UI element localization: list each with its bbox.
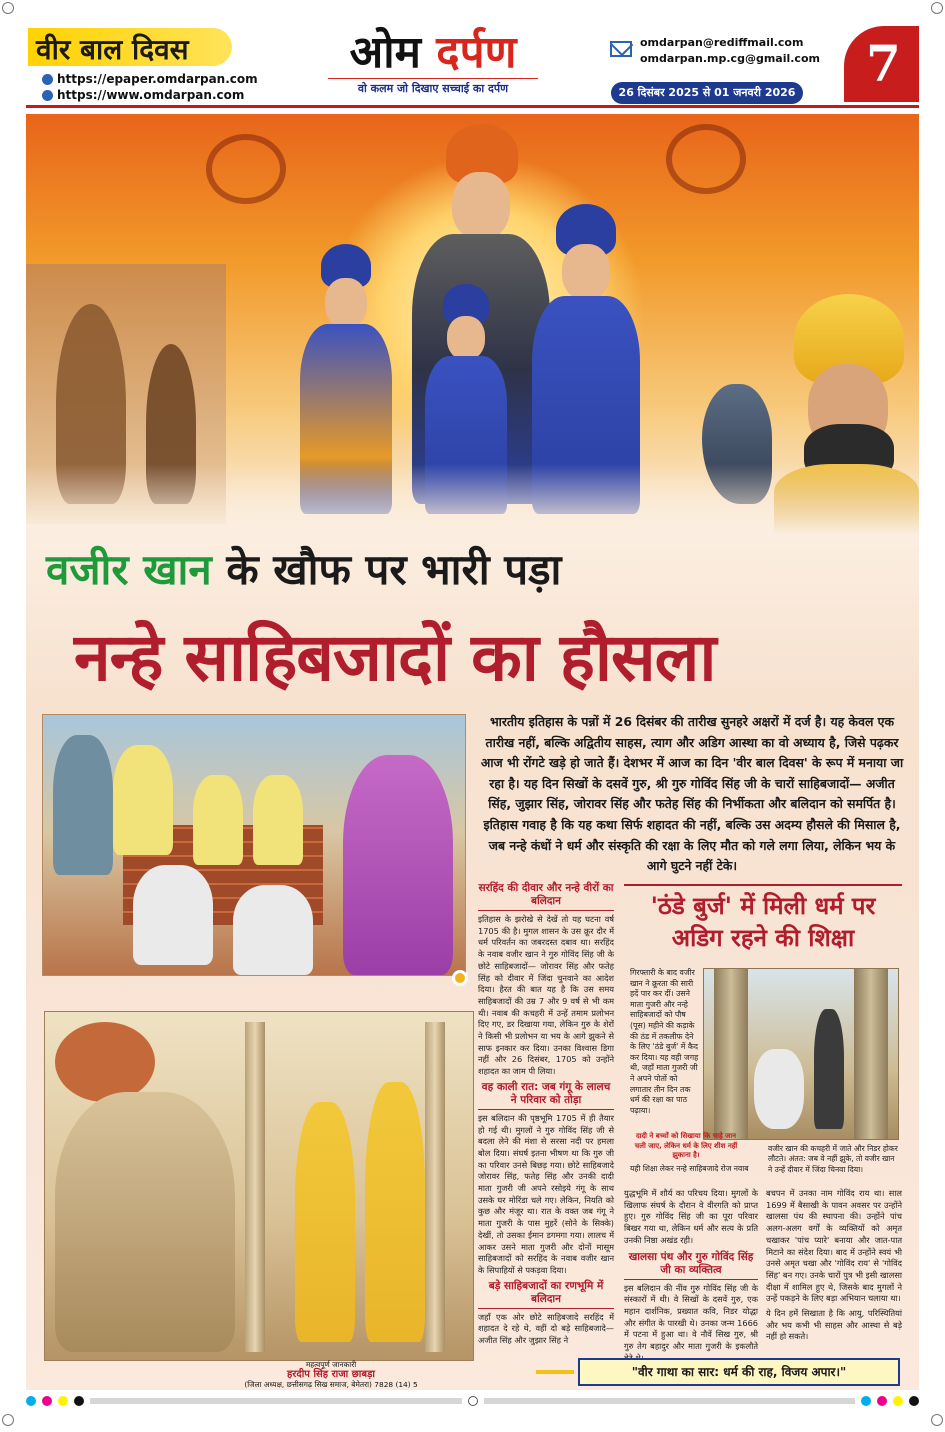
registration-mark [2, 1414, 14, 1426]
headline-line1 [46, 540, 561, 597]
subheading: बड़े साहिबजादों का रणभूमि में बलिदान [478, 1280, 614, 1309]
epaper-url[interactable] [42, 72, 258, 86]
cyan-dot [861, 1396, 871, 1406]
red-caption: दादी ने बच्चों को सिखाया कि चाहे जान चली जाए, लेकिन धर्म के लिए शीश नहीं झुकाना है। [634, 1132, 738, 1159]
pillar [245, 1022, 265, 1352]
nawab-figure [55, 1092, 235, 1352]
column-text: इस बलिदान की पृष्ठभूमि 1705 में ही तैयार हो गई थी। मुगलों ने गुरु गोविंद सिंह जी से बदला लेने की मंशा से सरसा नदी पर हमला बोल दिया। संघर्ष इतना भीषण था कि गुरु जी का परिवार उनसे बिछड़ गया। छोटे साहिबजादे जोरावर सिंह, फतेह सिंह और उनकी दादी माता गुजरी जी अपने रसोइये गंगू के साथ उसके घर मोरिंडा चले गए। लेकिन, नियति को कुछ और मंजूर था। रात के वक्त जब गंगू ने माता गुजरी के पास मुहरें (सोने के सिक्के) देखीं, तो उसका ईमान डगमगा गया। लालच में आकर उसने माता गुजरी और दोनों मासूम साहिबजादों को सरहिंद के नवाब वजीर खान के सिपाहियों से पकड़वा दिया। [478, 1112, 614, 1275]
headline-line2: नन्हे साहिबजादों का हौसला [74, 619, 716, 696]
column-3 [624, 1188, 758, 1364]
bullet-marker [452, 970, 468, 986]
email-2[interactable]: omdarpan.mp.cg@gmail.com [640, 52, 820, 65]
section-tag [28, 28, 232, 66]
column-text: जहाँ एक ओर छोटे साहिबजादे सरहिंद में शहादत दे रहे थे, वहीं दो बड़े साहिबजादे— अजीत सिंह और जुझार सिंह ने [478, 1311, 614, 1346]
print-color-bar [26, 1394, 919, 1408]
date-range: 26 दिसंबर 2025 से 01 जनवरी 2026 [611, 82, 803, 104]
tagline: वो कलम जो दिखाए सच्चाई का दर्पण [328, 78, 538, 96]
thanda-burj-box [624, 884, 902, 964]
yellow-dot [893, 1396, 903, 1406]
column-text: ये दिन हमें सिखाता है कि आयु, परिस्थितियां और भय कभी भी साहस और आस्था से बड़े नहीं हो सकते। [766, 1308, 902, 1342]
thanda-burj-text: गिरफ्तारी के बाद वजीर खान ने क्रूरता की सारी हदें पार कर दीं। उसने माता गुजरी और नन्हे साहिबजादों को पौष (पूस) महीने की कड़ाके की ठंड में तकलीफ देने के लिए 'ठंडे बुर्ज' में कैद कर दिया। यह वही जगह थी, जहाँ माता गुजरी जी ने अपने पोतों को लगातार तीन दिन तक धर्म की रक्षा का पाठ पढ़ाया। [630, 968, 699, 1115]
byline-designation: (जिला अध्यक्ष, छत्तीसगढ़ सिख समाज, बेमेतरा) 7828 (14) 5 [244, 1380, 418, 1389]
quote-box: "वीर गाथा का सार: धर्म की राह, विजय अपार।" [578, 1358, 900, 1386]
black-dot [909, 1396, 919, 1406]
court-scene-image [42, 714, 466, 976]
registration-mark [931, 1414, 943, 1426]
image-caption: वजीर खान की कचहरी में जाते और निडर होकर लौटते। अंतत: जब वे नहीं झुके, तो वजीर खान ने उन्हें दीवार में जिंदा चिनवा दिया। [768, 1144, 898, 1174]
email-1[interactable]: omdarpan@rediffmail.com [640, 36, 804, 49]
caption-tail: यही शिक्षा लेकर नन्हे साहिबजादे रोज नवाब [630, 1164, 749, 1173]
website-link[interactable]: https://www.omdarpan.com [57, 88, 245, 102]
epaper-link[interactable]: https://epaper.omdarpan.com [57, 72, 258, 86]
byline-label: महत्वपूर्ण जानकारी [305, 1360, 357, 1369]
magenta-dot [877, 1396, 887, 1406]
mata-gujri-figure [754, 1049, 804, 1129]
nawab-turban [55, 1022, 155, 1102]
hero-fade [26, 464, 919, 534]
subheading: सरहिंद की दीवार और नन्हे वीरों का बलिदान [478, 882, 614, 911]
sahibzada-figure [365, 1082, 425, 1342]
globe-icon [42, 90, 53, 101]
column-4 [766, 1188, 902, 1343]
logo-darpan: दर्पण [436, 27, 517, 78]
section-label: वीर बाल दिवस [36, 33, 189, 66]
mail-icon [610, 41, 632, 57]
black-dot [74, 1396, 84, 1406]
page-number: 7 [866, 34, 901, 93]
headline-rest: के खौफ पर भारी पड़ा [211, 545, 562, 594]
thanda-burj-image [703, 968, 899, 1140]
page-number-box [844, 26, 919, 102]
registration-mark [2, 2, 14, 14]
pillar [425, 1022, 445, 1352]
thanda-burj-column [630, 968, 700, 1116]
column-1 [478, 882, 614, 1347]
globe-icon [42, 74, 53, 85]
sahibzada-figure [295, 1102, 355, 1342]
website-url[interactable] [42, 88, 244, 102]
khanda-emblem [666, 124, 746, 194]
guard-figure [814, 1009, 844, 1129]
thanda-burj-title: 'ठंडे बुर्ज' में मिली धर्म पर अडिग रहने की शिक्षा [650, 892, 876, 952]
headline-highlight: वजीर खान [46, 545, 212, 594]
byline-name: हरदीप सिंह राजा छाबड़ा [286, 1369, 376, 1380]
masthead [26, 24, 919, 108]
column-text: युद्धभूमि में शौर्य का परिचय दिया। मुगलों के खिलाफ संघर्ष के दौरान वे वीरगति को प्राप्त हुए। गुरु गोविंद सिंह जी का पूरा परिवार बिखर गया था, लेकिन धर्म और सत्य के प्रति उनकी निष्ठा अखंड रही। [624, 1188, 758, 1245]
hero-illustration [26, 114, 919, 534]
yellow-dot [58, 1396, 68, 1406]
logo [318, 28, 548, 102]
column-text: इस बलिदान की नींव गुरु गोविंद सिंह जी के संस्कारों में थी। वे सिखों के दसवें गुरु, एक महान दार्शनिक, प्रख्यात कवि, निडर योद्धा और संगीत के पारखी थे। उनका जन्म 1666 में पटना में हुआ था। वे नौवें सिख गुरु, श्री गुरु तेग बहादुर और माता गुजरी के इकलौते [624, 1282, 758, 1352]
gray-bar [484, 1398, 856, 1404]
cyan-dot [26, 1396, 36, 1406]
gray-bar [90, 1398, 462, 1404]
khanda-emblem [206, 134, 286, 204]
logo-om: ओम [349, 27, 421, 78]
column-text: इतिहास के झरोखे से देखें तो यह घटना वर्ष 1705 की है। मुगल शासन के उस क्रूर दौर में धर्म परिवर्तन का जबरदस्त दबाव था। सरहिंद के नवाब वजीर खान ने गुरु गोविंद सिंह जी के छोटे साहिबजादों— जोरावर सिंह और फतेह सिंह को दीवार में जिंदा चुनवाने का आदेश दिया। हैरत की बात यह है कि उस समय साहिबजादों की उम्र 7 और 9 वर्ष से भी कम थी। नवाब की कचहरी में उन्हें तमाम प्रलोभन दिए गए, डर दिखाया गया, लेकिन गुरु के शेरों ने किसी भी प्रलोभन या भय के आगे झुकने से साफ इनकार कर दिया। उनका विश्वास डिगा नहीं और 26 दिसंबर, 1705 को उन्होंने शहादत का जाम पी लिया। [478, 914, 614, 1077]
intro-paragraph: भारतीय इतिहास के पन्नों में 26 दिसंबर की तारीख सुनहरे अक्षरों में दर्ज है। यह केवल एक तारीख नहीं, बल्कि अद्वितीय साहस, त्याग और अडिग आस्था का वो अध्याय है, जिसे पढ़कर आज भी रोंगटे खड़े हो जाते हैं। देशभर में आज का दिन 'वीर बाल दिवस' के रूप में मनाया जा रहा है। यह दिन सिखों के दसवें गुरु, श्री गुरु गोविंद सिंह जी के चारों साहिबजादों— अजीत सिंह, जुझार सिंह, जोरावर सिंह और फतेह सिंह की निर्भीकता और बलिदान को समर्पित है। इतिहास गवाह है कि यह कथा सिर्फ शहादत की नहीं, बल्कि उस अदम्य हौसले की मिसाल है, जब नन्हे कंधों ने धर्म और संस्कृति की रक्षा के लिए मौत को गले लगा लिया, लेकिन भय के आगे घुटने नहीं टेके। [480, 714, 904, 874]
pillar [714, 969, 748, 1140]
magenta-dot [42, 1396, 52, 1406]
subheading: वह काली रात: जब गंगू के लालच ने परिवार को तोड़ा [478, 1081, 614, 1110]
subheading: खालसा पंथ और गुरु गोविंद सिंह जी का व्यक्तित्व [624, 1251, 758, 1280]
nawab-court-image [44, 1011, 474, 1361]
pillar [854, 969, 888, 1140]
column-text: बचपन में उनका नाम गोविंद राय था। साल 1699 में बैसाखी के पावन अवसर पर उन्होंने खालसा पंथ की स्थापना की। उन्होंने पांच अलग-अलग वर्गों के व्यक्तियों को अमृत चखाकर 'पांच प्यारे' बनाया और जात-पात मिटाने का संदेश दिया। बाद में उन्होंने स्वयं भी उनसे अमृत चखा और 'गोविंद राय' से 'गोविंद सिंह' बन गए। उनके चारों पुत्र भी इसी खालसा दीक्षा में शामिल हुए थे, जिसके बाद मुगलों ने उन्हें पकड़ने के लिए बड़ा अभियान चलाया था। [766, 1188, 902, 1304]
byline [238, 1360, 424, 1390]
registration-mark [931, 2, 943, 14]
registration-mark [468, 1396, 478, 1406]
